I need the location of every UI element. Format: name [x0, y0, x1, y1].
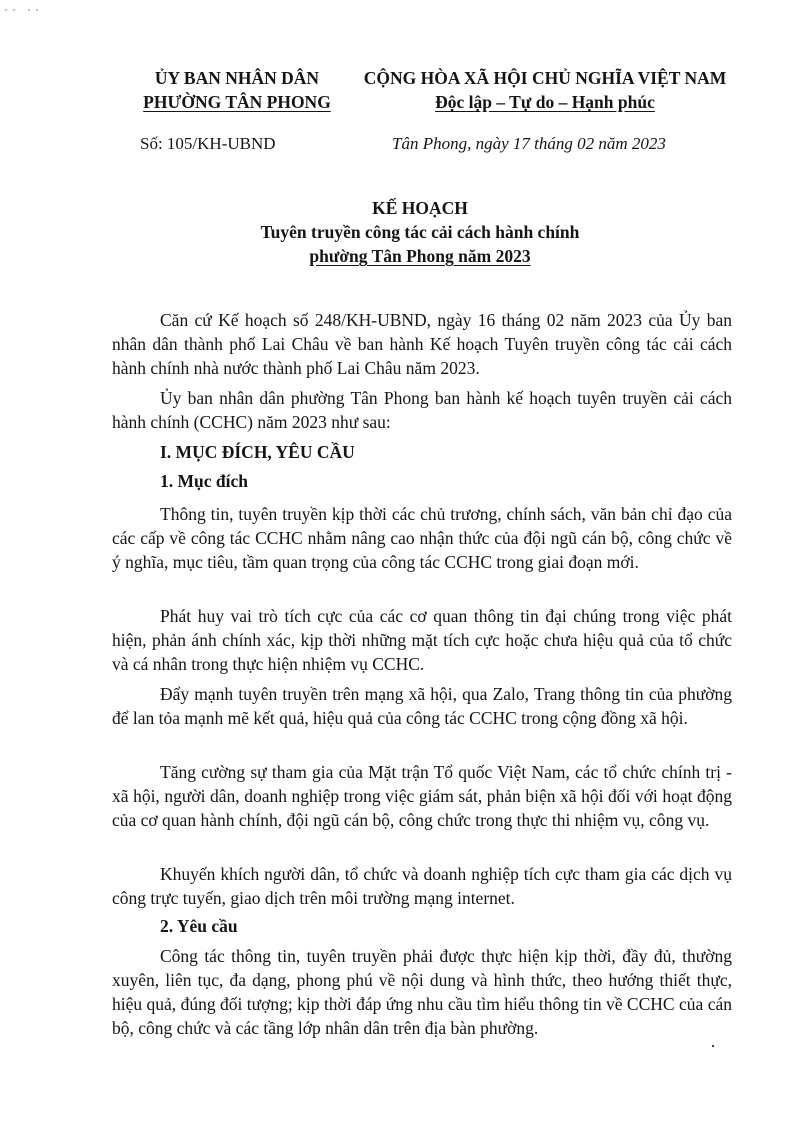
authority-line1: ỦY BAN NHÂN DÂN	[154, 68, 320, 88]
document-number: Số: 105/KH-UBND	[140, 134, 276, 153]
document-date: Tân Phong, ngày 17 tháng 02 năm 2023	[392, 134, 666, 153]
title-line1: KẾ HOẠCH	[372, 198, 468, 218]
paragraph-purpose-1: Thông tin, tuyên truyền kịp thời các chủ trương, chính sách, văn bản chỉ đạo của các cấp về công tác CCHC nhằm nâng cao nhận thức của đội ngũ cán bộ, công chức về ý nghĩa, mục tiêu, tầm quan trọng của công tác CCHC trong giai đoạn mới.	[112, 504, 732, 572]
subheading-requirements: 2. Yêu cầu	[160, 916, 238, 936]
section-heading-purpose-requirements: I. MỤC ĐÍCH, YÊU CẦU	[160, 442, 355, 462]
national-motto	[338, 66, 752, 114]
title-line3: phường Tân Phong năm 2023	[309, 246, 531, 266]
paragraph-purpose-4: Tăng cường sự tham gia của Mặt trận Tổ quốc Việt Nam, các tổ chức chính trị - xã hội, người dân, doanh nghiệp trong việc giám sát, phản biện xã hội đối với hoạt động của cơ quan hành chính, đội ngũ cán bộ, công chức trong thực thi nhiệm vụ, công vụ.	[112, 762, 732, 830]
authority-line2: PHƯỜNG TÂN PHONG	[143, 92, 331, 112]
paragraph-requirements-1: Công tác thông tin, tuyên truyền phải được thực hiện kịp thời, đầy đủ, thường xuyên, liên tục, đa dạng, phong phú về nội dung và hình thức, theo hướng thiết thực, hiệu quả, đúng đối tượng; kịp thời đáp ứng nhu cầu tìm hiểu thông tin về CCHC của cán bộ, công chức và các tầng lớp nhân dân trên địa bàn phường.	[112, 946, 732, 1038]
issuing-authority	[112, 66, 362, 114]
paragraph-purpose-3: Đẩy mạnh tuyên truyền trên mạng xã hội, qua Zalo, Trang thông tin của phường để lan tỏa mạnh mẽ kết quả, hiệu quả của công tác CCHC trong cộng đồng xã hội.	[112, 684, 732, 728]
document-title	[150, 196, 690, 268]
title-line2: Tuyên truyền công tác cải cách hành chính	[260, 222, 580, 242]
scan-marks: ˙˙ ˙˙	[4, 6, 43, 20]
subheading-purpose: 1. Mục đích	[160, 471, 248, 491]
paragraph-introduction: Ủy ban nhân dân phường Tân Phong ban hành kế hoạch tuyên truyền cải cách hành chính (CCHC) năm 2023 như sau:	[112, 388, 732, 432]
motto-line1: CỘNG HÒA XÃ HỘI CHỦ NGHĨA VIỆT NAM	[363, 68, 727, 88]
paragraph-legal-basis: Căn cứ Kế hoạch số 248/KH-UBND, ngày 16 tháng 02 năm 2023 của Ủy ban nhân dân thành phố Lai Châu về ban hành Kế hoạch Tuyên truyền công tác cải cách hành chính nhà nước thành phố Lai Châu năm 2023.	[112, 310, 732, 378]
paragraph-purpose-5: Khuyến khích người dân, tổ chức và doanh nghiệp tích cực tham gia các dịch vụ công trực tuyến, giao dịch trên môi trường mạng internet.	[112, 864, 732, 908]
paragraph-purpose-2: Phát huy vai trò tích cực của các cơ quan thông tin đại chúng trong việc phát hiện, phản ánh chính xác, kịp thời những mặt tích cực hoặc chưa hiệu quả của tổ chức và cá nhân trong thực hiện nhiệm vụ CCHC.	[112, 606, 732, 674]
scan-dot	[712, 1045, 714, 1047]
motto-line2: Độc lập – Tự do – Hạnh phúc	[435, 92, 655, 112]
